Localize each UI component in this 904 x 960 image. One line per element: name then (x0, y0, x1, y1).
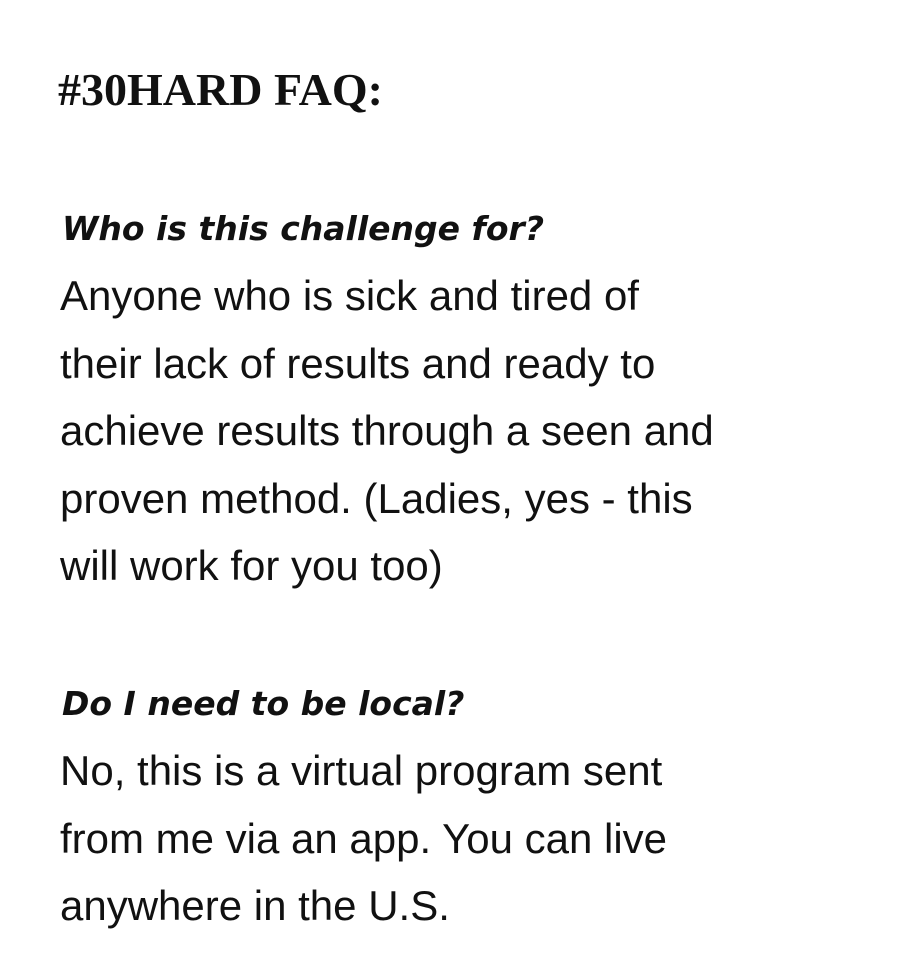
page-title: #30HARD FAQ: (58, 64, 383, 115)
faq-answer-1-line: achieve results through a seen and (60, 407, 714, 455)
faq-answer-2-line: No, this is a virtual program sent (60, 747, 663, 794)
faq-answer-1-line: proven method. (Ladies, yes - this (60, 474, 693, 522)
faq-answer-1-line: their lack of results and ready to (60, 339, 656, 387)
faq-answer-1-line: will work for you too) (60, 542, 443, 590)
faq-answer-2-line: from me via an app. You can live (60, 814, 668, 862)
faq-answer-2 (60, 737, 860, 940)
faq-answer-2-line: anywhere in the U.S. (60, 882, 450, 930)
faq-question-2: Do I need to be local? (62, 684, 465, 723)
faq-answer-1 (60, 262, 860, 600)
faq-answer-1-line: Anyone who is sick and tired of (60, 272, 639, 319)
faq-question-1: Who is this challenge for? (62, 209, 544, 248)
